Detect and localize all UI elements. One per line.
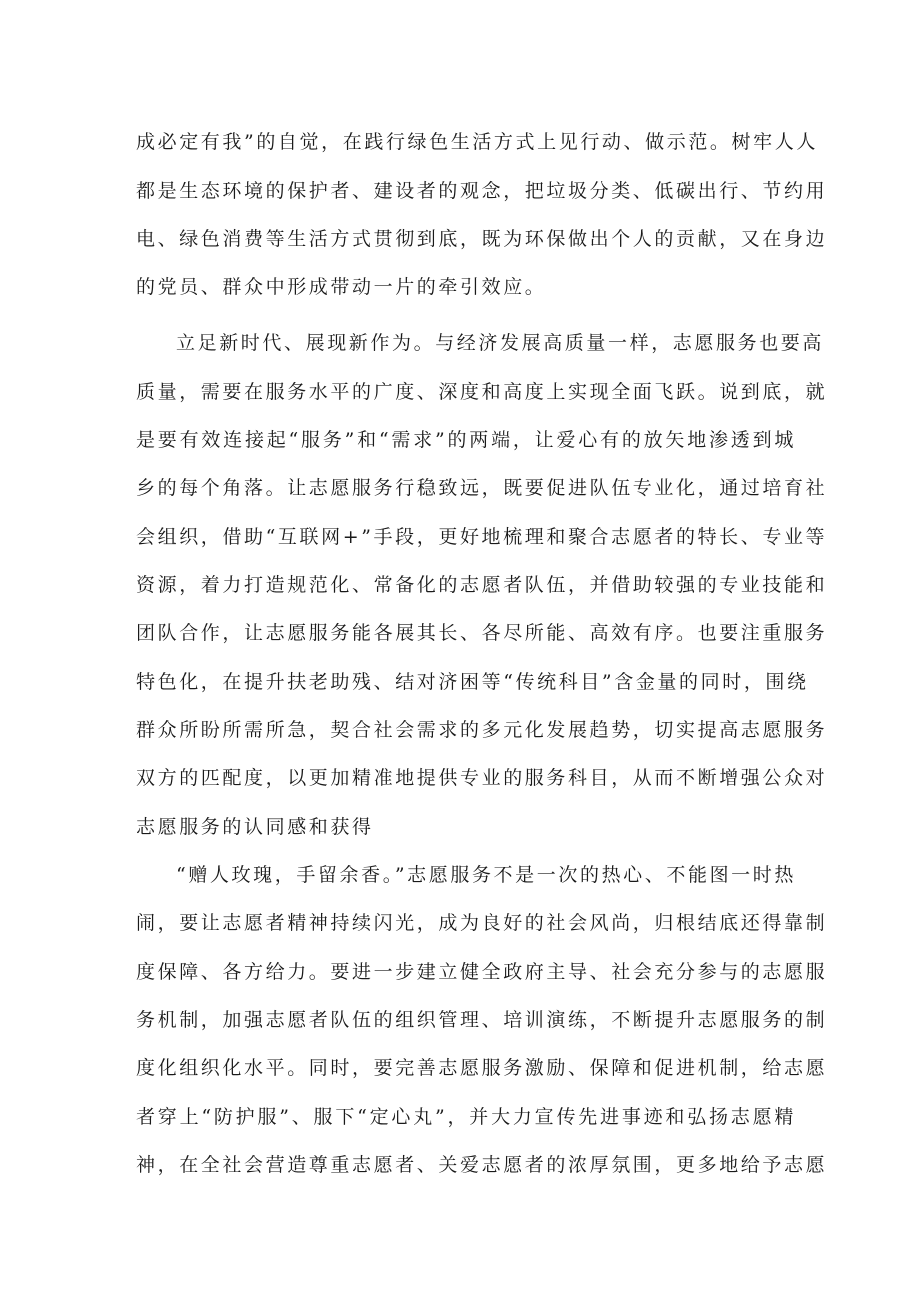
text-line: 团队合作，让志愿服务能各展其长、各尽所能、高效有序。也要注重服务	[136, 622, 828, 644]
text-line: 资源，着力打造规范化、常备化的志愿者队伍，并借助较强的专业技能和	[136, 574, 828, 596]
text-line: 者穿上“防护服”、服下“定心丸”，并大力宣传先进事迹和弘扬志愿精	[136, 1106, 796, 1128]
text-line: 乡的每个角落。让志愿服务行稳致远，既要促进队伍专业化，通过培育社	[136, 477, 828, 499]
text-line: 成必定有我”的自觉，在践行绿色生活方式上见行动、做示范。树牢人人	[136, 131, 818, 153]
text-line: 闹，要让志愿者精神持续闪光，成为良好的社会风尚，归根结底还得靠制	[136, 912, 828, 934]
text-line: 立足新时代、展现新作为。与经济发展高质量一样，志愿服务也要高	[176, 332, 825, 354]
text-line: 是要有效连接起“服务”和“需求”的两端，让爱心有的放矢地渗透到城	[136, 429, 796, 451]
text-line: 双方的匹配度，以更加精准地提供专业的服务科目，从而不断增强公众对	[136, 767, 828, 789]
text-line: 都是生态环境的保护者、建设者的观念，把垃圾分类、低碳出行、节约用	[136, 180, 828, 202]
text-line: 度保障、各方给力。要进一步建立健全政府主导、社会充分参与的志愿服	[136, 961, 828, 983]
text-line: 质量，需要在服务水平的广度、深度和高度上实现全面飞跃。说到底，就	[136, 381, 828, 403]
text-line: 电、绿色消费等生活方式贯彻到底，既为环保做出个人的贡献，又在身边	[136, 228, 828, 250]
text-line: 度化组织化水平。同时，要完善志愿服务激励、保障和促进机制，给志愿	[136, 1057, 828, 1079]
text-line: “赠人玫瑰，手留余香。”志愿服务不是一次的热心、不能图一时热	[176, 864, 796, 886]
text-line: 特色化，在提升扶老助残、结对济困等“传统科目”含金量的同时，围绕	[136, 671, 809, 693]
text-line: 群众所盼所需所急，契合社会需求的多元化发展趋势，切实提高志愿服务	[136, 719, 828, 741]
text-line: 会组织，借助“互联网+”手段，更好地梳理和聚合志愿者的特长、专业等	[136, 526, 828, 548]
text-line: 务机制，加强志愿者队伍的组织管理、培训演练，不断提升志愿服务的制	[136, 1009, 828, 1031]
text-line: 志愿服务的认同感和获得	[136, 816, 374, 838]
text-line: 神，在全社会营造尊重志愿者、关爱志愿者的浓厚氛围，更多地给予志愿	[136, 1154, 828, 1176]
text-line: 的党员、群众中形成带动一片的牵引效应。	[136, 276, 547, 298]
